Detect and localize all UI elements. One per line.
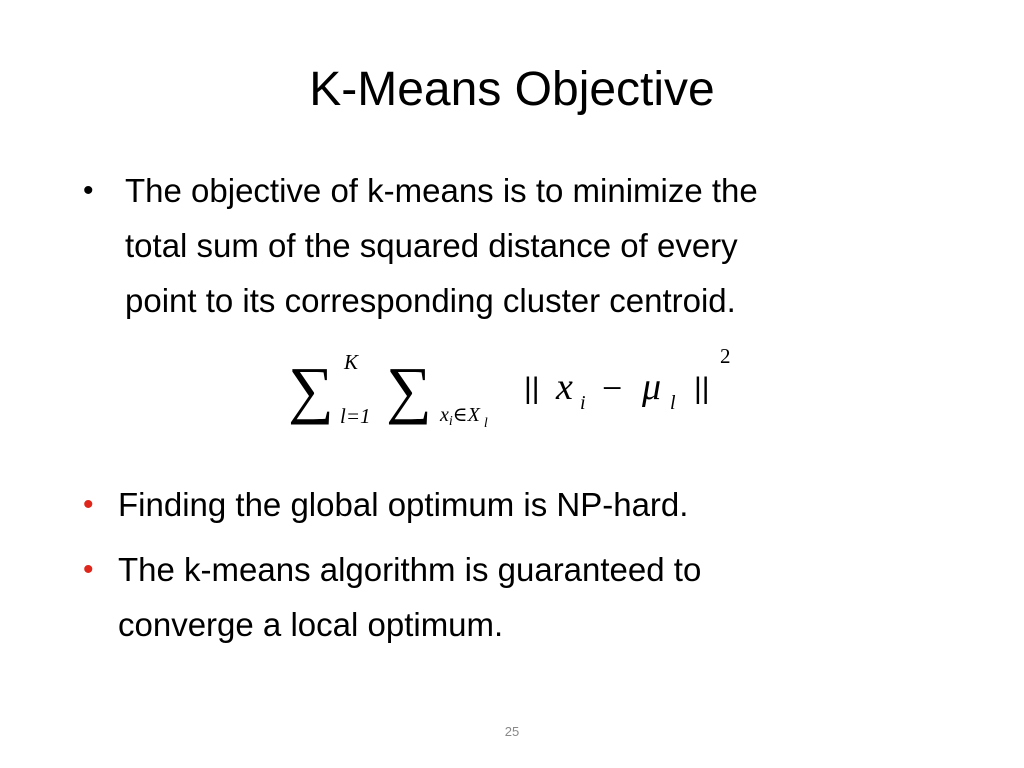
norm-open: || bbox=[524, 372, 540, 405]
bullet-line: Finding the global optimum is NP-hard. bbox=[118, 486, 689, 523]
norm-close: || bbox=[694, 372, 710, 405]
minus-sign: − bbox=[602, 368, 623, 408]
bullet-objective bbox=[83, 163, 758, 328]
bullet-np-hard bbox=[83, 477, 688, 532]
bullet-text bbox=[118, 542, 701, 652]
bullet-text bbox=[125, 163, 758, 328]
inner-sum-lower-limit: xi∈X l bbox=[440, 404, 488, 431]
exponent: 2 bbox=[720, 344, 731, 368]
bullet-line: The objective of k-means is to minimize the bbox=[125, 172, 758, 209]
outer-sum-lower-limit: l=1 bbox=[340, 404, 371, 428]
bullet-marker: • bbox=[83, 174, 94, 207]
bullet-convergence bbox=[83, 542, 701, 652]
bullet-line: point to its corresponding cluster centroid. bbox=[125, 282, 736, 319]
term-mu: μ bbox=[642, 366, 662, 408]
bullet-text bbox=[118, 477, 688, 532]
bullet-line: total sum of the squared distance of every bbox=[125, 227, 738, 264]
term-x-subscript: i bbox=[580, 392, 586, 414]
outer-sum-symbol: ∑ bbox=[288, 354, 334, 425]
objective-formula bbox=[280, 338, 760, 448]
bullet-marker: • bbox=[83, 553, 94, 586]
bullet-line: The k-means algorithm is guaranteed to bbox=[118, 551, 702, 588]
inner-sum-symbol: ∑ bbox=[386, 354, 432, 425]
bullet-marker: • bbox=[83, 488, 94, 521]
outer-sum-upper-limit: K bbox=[344, 350, 359, 374]
term-mu-subscript: l bbox=[670, 392, 676, 414]
term-x: x bbox=[556, 366, 573, 408]
page-number: 25 bbox=[504, 724, 520, 739]
slide-title: K-Means Objective bbox=[309, 63, 715, 116]
bullet-line: converge a local optimum. bbox=[118, 606, 504, 643]
